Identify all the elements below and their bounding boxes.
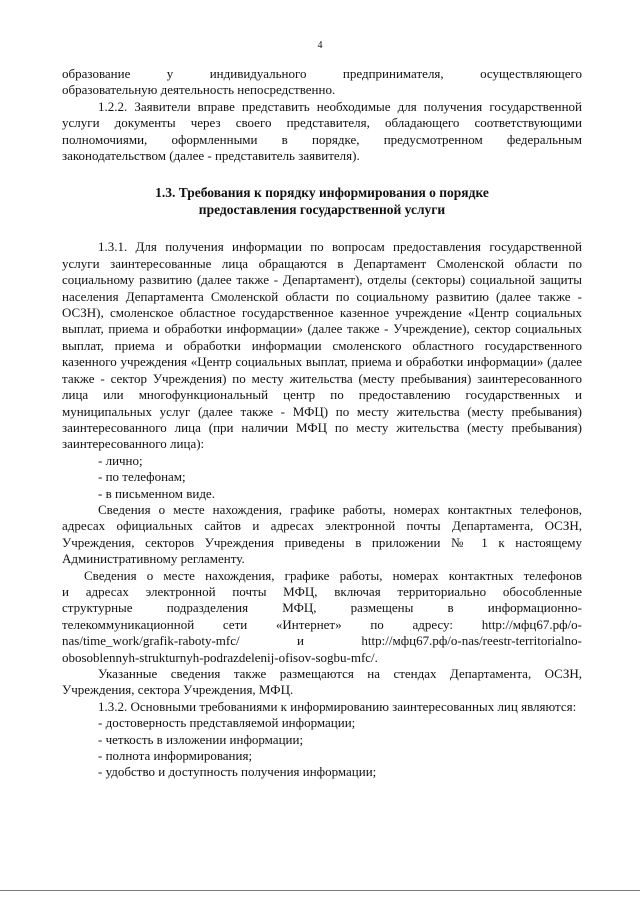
list-item: - по телефонам;: [98, 469, 186, 485]
paragraph-1-2-2: 1.2.2. Заявители вправе представить необходимые для получения государственной услуги документы через своего представителя, обладающего соответствующими полномочиями, оформленными в порядке, предусмотренном федеральным законодательством (далее - представитель заявителя).: [62, 98, 582, 164]
list-item: - лично;: [98, 452, 143, 468]
paragraph-stands: Указанные сведения также размещаются на стендах Департамента, ОСЗН, Учреждения, сектора Учреждения, МФЦ.: [62, 666, 582, 698]
bottom-divider: [0, 890, 640, 891]
list-item: - полнота информирования;: [98, 748, 253, 764]
section-heading-line: 1.3. Требования к порядку информирования о порядке: [155, 185, 489, 201]
list-item: - удобство и доступность получения информации;: [98, 764, 377, 780]
section-heading: [62, 184, 582, 218]
paragraph-line: nas/time_work/grafik-raboty-mfc/ и http://мфц67.рф/о-nas/reestr-territorialno-: [62, 633, 582, 649]
page-number: 4: [317, 40, 323, 51]
paragraph-line: образовательную деятельность непосредственно.: [62, 82, 336, 98]
paragraph-line: и адресах электронной почты МФЦ, включая территориально обособленные: [62, 583, 582, 599]
paragraph-line: структурные подразделения МФЦ, размещены в информационно-: [62, 600, 582, 616]
paragraph-line: Сведения о месте нахождения, графике работы, номерах контактных телефонов: [84, 567, 582, 583]
paragraph-line: образование у индивидуального предпринимателя, осуществляющего: [62, 66, 582, 81]
section-heading-line: предоставления государственной услуги: [198, 202, 446, 218]
paragraph-1-3-2: 1.3.2. Основными требованиями к информированию заинтересованных лиц являются:: [98, 698, 577, 714]
document-body: [62, 66, 582, 781]
list-item: - четкость в изложении информации;: [98, 731, 304, 747]
list-item: - достоверность представляемой информации;: [98, 715, 356, 731]
paragraph-line: obosoblennyh-strukturnyh-podrazdelenij-ofisov-sogbu-mfc/.: [62, 649, 378, 665]
list-item: - в письменном виде.: [98, 485, 215, 501]
paragraph-contacts: Сведения о месте нахождения, графике работы, номерах контактных телефонов, адресах официальных сайтов и адресах электронной почты Департамента, ОСЗН, Учреждения, секторов Учреждения приведены в приложении № 1 к настоящему Административному регламенту.: [62, 501, 582, 567]
paragraph-line: телекоммуникационной сети «Интернет» по адресу: http://мфц67.рф/о-: [62, 616, 582, 632]
paragraph-1-3-1: 1.3.1. Для получения информации по вопросам предоставления государственной услуги заинтересованные лица обращаются в Департамент Смоленской области по социальному развитию (далее также - Департамент), отделы (секторы) социальной защиты населения Департамента Смоленской области по социальному развитию (далее также - ОСЗН), смоленское областное государственное казенное учреждение «Центр социальных выплат, приема и обработки информации» (далее также - Учреждение), сектор социальных выплат, приема и обработки информации смоленского областного государственного казенного учреждения «Центр социальных выплат, приема и обработки информации» (далее также - сектор Учреждения) по месту жительства (месту пребывания) заинтересованного лица или многофункциональный центр по предоставлению государственных и муниципальных услуг (далее также - МФЦ) по месту жительства (месту пребывания) заинтересованного лица (при наличии МФЦ по месту жительства (месту пребывания) заинтересованного лица):: [62, 239, 582, 452]
